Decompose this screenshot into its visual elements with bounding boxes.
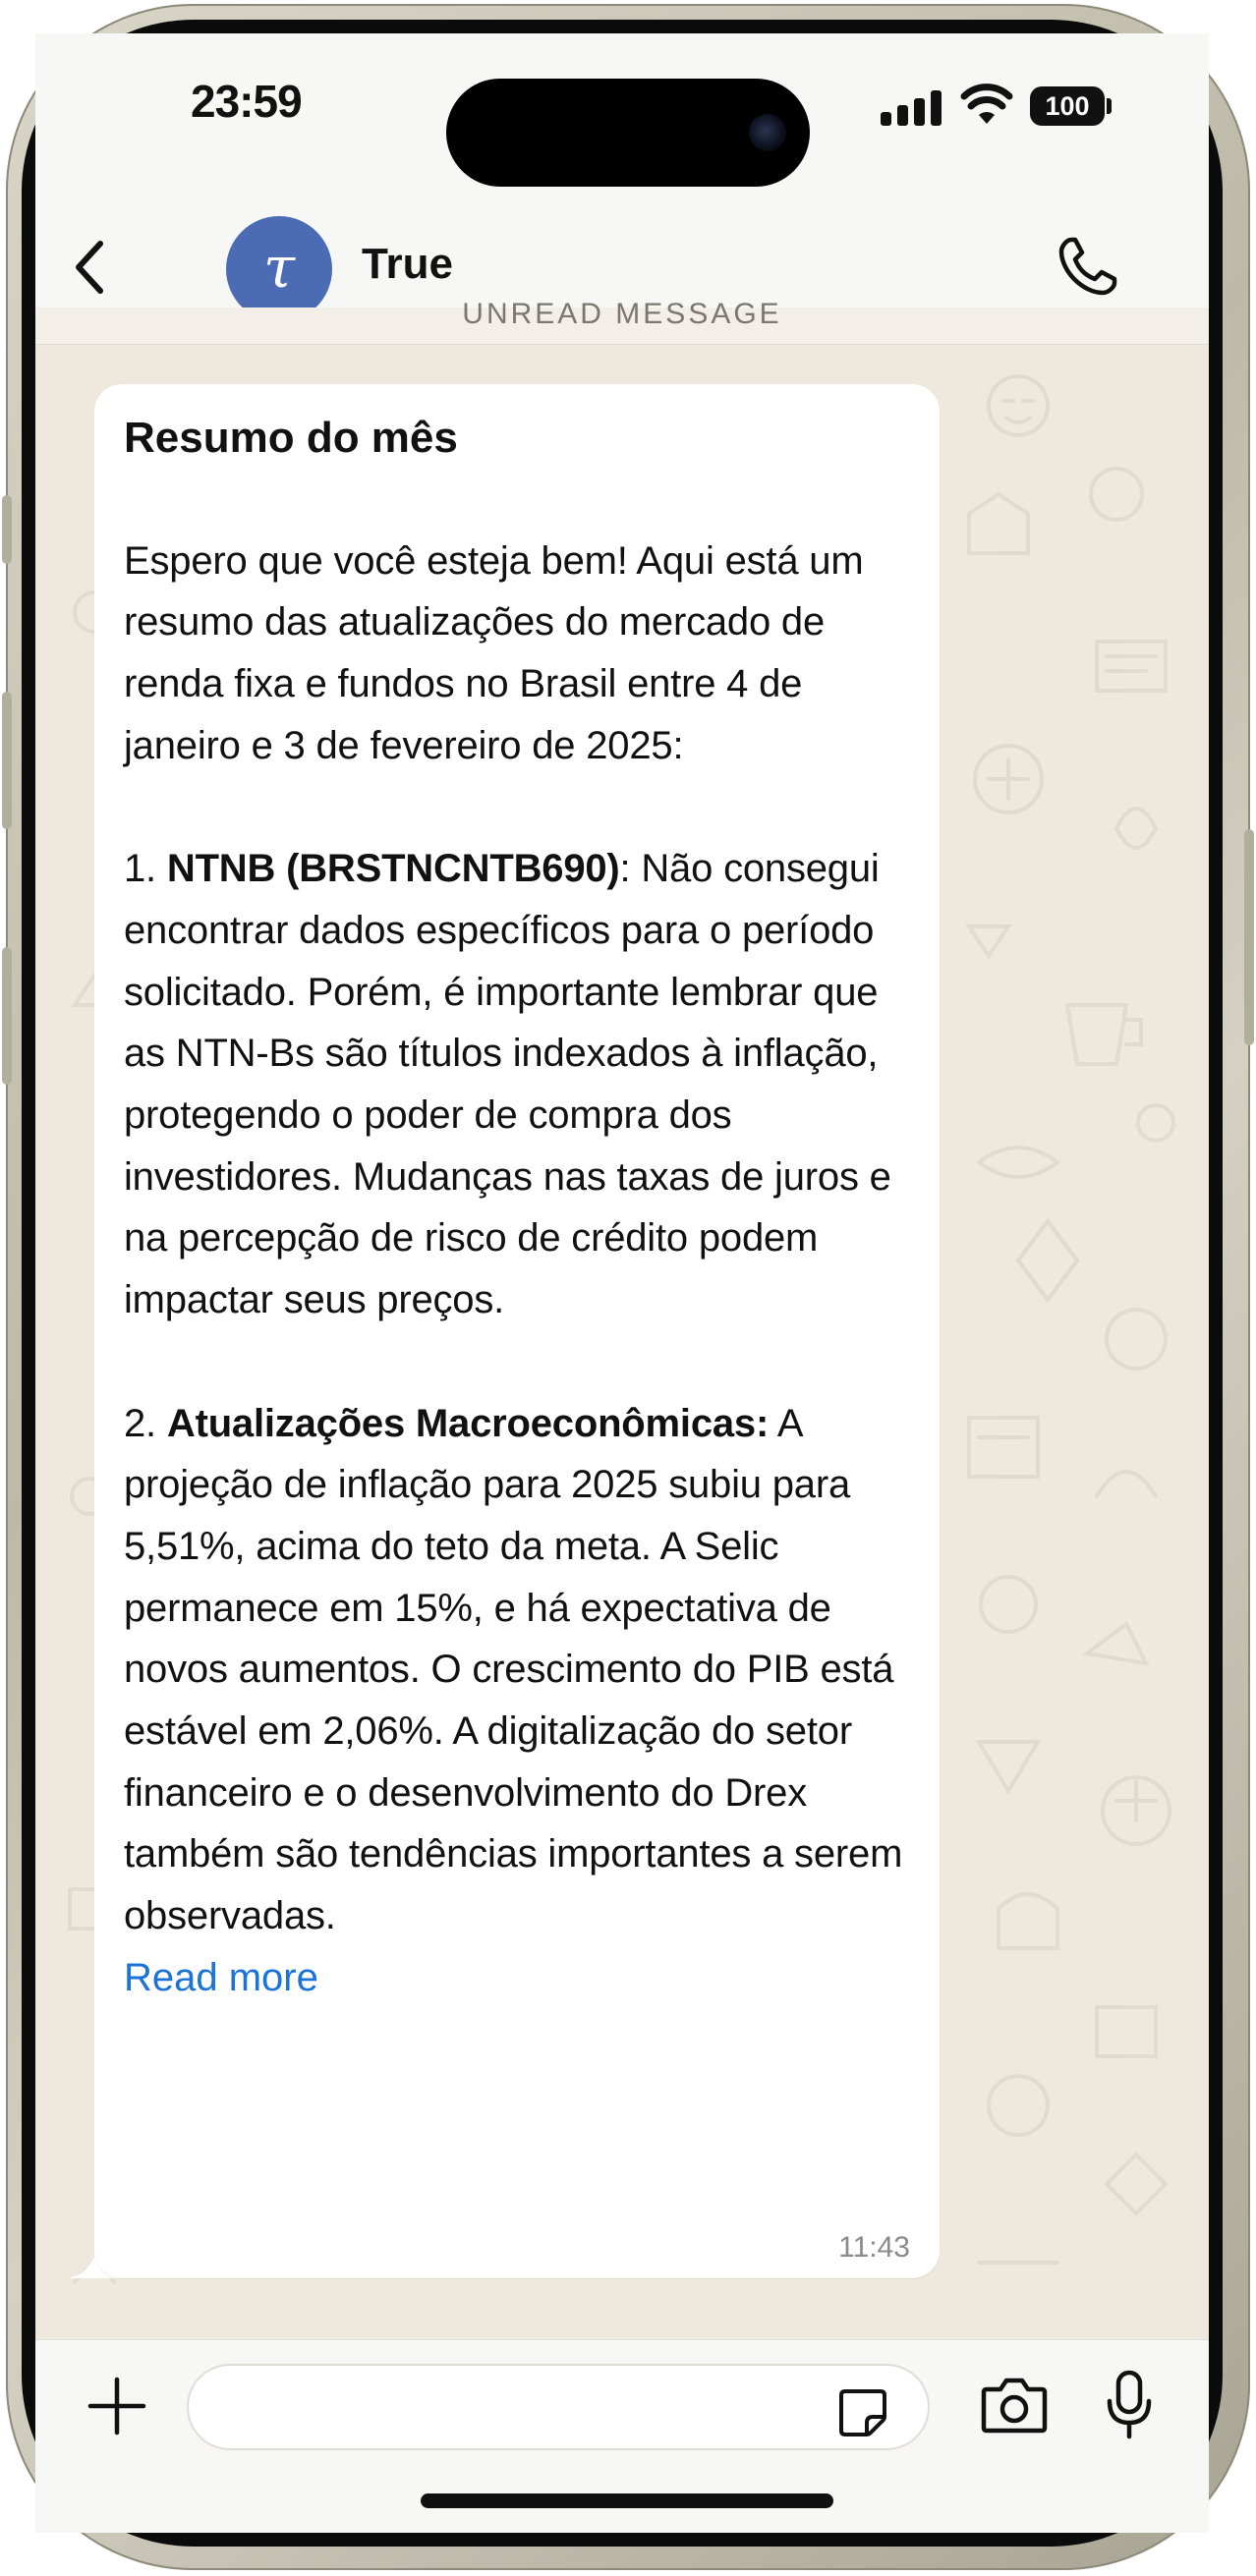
message-spacer <box>124 469 910 531</box>
front-camera-icon <box>749 114 786 151</box>
contact-name[interactable]: True <box>362 240 453 288</box>
camera-icon[interactable] <box>981 2376 1048 2435</box>
message-item-1 <box>124 838 910 1331</box>
message-title: Resumo do mês <box>124 414 458 462</box>
battery-tip <box>1107 98 1112 114</box>
message-intro: Espero que você esteja bem! Aqui está um resumo das atualizações do mercado de renda fixa e fundos no Brasil entre 4 de janeiro e 3 de fevereiro de 2025: <box>124 538 864 767</box>
cellular-signal-icon <box>881 90 943 126</box>
item-1-text: : Não consegui encontrar dados específicos para o período solicitado. Porém, é importante lembrar que as NTN-Bs são títulos indexados à inflação, protegendo o poder de compra dos investidores. Mudanças nas taxas de juros e na percepção de risco de crédito podem impactar seus preços. <box>124 847 891 1322</box>
status-bar <box>35 33 1209 200</box>
wifi-icon <box>961 84 1012 126</box>
item-1-heading: NTNB (BRSTNCNTB690) <box>166 847 620 891</box>
side-button-volume-down <box>2 947 12 1085</box>
chat-area[interactable] <box>35 298 1209 2339</box>
phone-screen <box>35 33 1209 2533</box>
item-2-heading: Atualizações Macroeconômicas: <box>166 1401 770 1445</box>
read-more-link[interactable]: Read more <box>124 1955 318 1999</box>
contact-avatar[interactable]: τ <box>226 216 332 322</box>
side-button-power <box>1244 829 1254 1045</box>
sticker-icon[interactable] <box>837 2387 888 2438</box>
message-input[interactable] <box>187 2364 930 2450</box>
item-1-number: 1. <box>124 847 156 891</box>
plus-icon[interactable] <box>86 2376 147 2436</box>
message-item-2 <box>124 1393 910 1947</box>
home-indicator[interactable] <box>421 2493 833 2508</box>
item-2-number: 2. <box>124 1401 156 1445</box>
side-button-volume-up <box>2 692 12 829</box>
chevron-left-icon[interactable] <box>69 238 108 297</box>
message-spacer <box>124 1331 910 1393</box>
dynamic-island <box>446 79 810 187</box>
incoming-message-bubble[interactable] <box>94 384 940 2278</box>
side-button-action <box>2 495 12 564</box>
message-spacer <box>124 777 910 839</box>
unread-message-banner: UNREAD MESSAGE <box>35 308 1209 345</box>
status-time: 23:59 <box>191 76 302 127</box>
message-timestamp: 11:43 <box>838 2231 910 2264</box>
battery-indicator: 100 <box>1030 86 1105 126</box>
microphone-icon[interactable] <box>1105 2370 1154 2440</box>
item-2-text: A projeção de inflação para 2025 subiu para 5,51%, acima do teto da meta. A Selic permanece em 15%, e há expectativa de novos aumentos. O crescimento do PIB está estável em 2,06%. A digitalização do setor financeiro e o desenvolvimento do Drex também são tendências importantes a serem observadas. <box>124 1401 903 1938</box>
phone-icon[interactable] <box>1057 236 1118 297</box>
